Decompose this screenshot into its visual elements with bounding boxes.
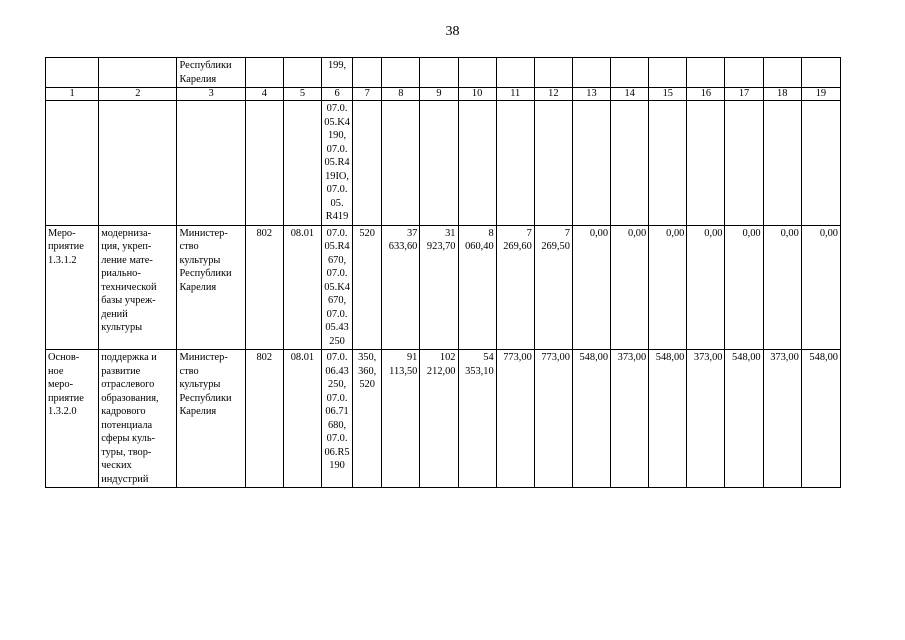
- cell-c4: [245, 58, 283, 88]
- cell-c7: [353, 58, 382, 88]
- column-number: 19: [801, 88, 840, 101]
- cell-c18: [763, 101, 801, 226]
- cell-c7: 350, 360, 520: [353, 350, 382, 488]
- column-number: 6: [322, 88, 353, 101]
- cell-c14: 373,00: [611, 350, 649, 488]
- column-number: 11: [496, 88, 534, 101]
- cell-c17: 0,00: [725, 225, 763, 350]
- cell-c1: Основ- ное меро- приятие 1.3.2.0: [46, 350, 99, 488]
- cell-c17: [725, 101, 763, 226]
- cell-c7: [353, 101, 382, 226]
- cell-c5: 08.01: [283, 350, 321, 488]
- column-number: 13: [572, 88, 610, 101]
- cell-c4: [245, 101, 283, 226]
- column-number: 7: [353, 88, 382, 101]
- cell-c15: 0,00: [649, 225, 687, 350]
- cell-c3: Республики Карелия: [177, 58, 245, 88]
- cell-c15: [649, 58, 687, 88]
- cell-c9: 102 212,00: [420, 350, 458, 488]
- cell-c4: 802: [245, 225, 283, 350]
- cell-c8: [382, 101, 420, 226]
- cell-c10: [458, 101, 496, 226]
- cell-c19: [801, 58, 840, 88]
- column-number: 3: [177, 88, 245, 101]
- cell-c15: [649, 101, 687, 226]
- column-number: 14: [611, 88, 649, 101]
- cell-c6: 07.0. 05.R4 670, 07.0. 05.K4 670, 07.0. 05.43 250: [322, 225, 353, 350]
- cell-c3: [177, 101, 245, 226]
- cell-c16: [687, 101, 725, 226]
- column-number-row: [46, 88, 841, 101]
- cell-c14: 0,00: [611, 225, 649, 350]
- cell-c13: [572, 101, 610, 226]
- column-number: 2: [99, 88, 177, 101]
- cell-c11: [496, 101, 534, 226]
- cell-c18: 0,00: [763, 225, 801, 350]
- cell-c5: 08.01: [283, 225, 321, 350]
- cell-c1: [46, 58, 99, 88]
- cell-c13: [572, 58, 610, 88]
- cell-c2: [99, 58, 177, 88]
- cell-c7: 520: [353, 225, 382, 350]
- cell-c15: 548,00: [649, 350, 687, 488]
- cell-c19: [801, 101, 840, 226]
- cell-c16: 373,00: [687, 350, 725, 488]
- cell-c6: 07.0. 06.43 250, 07.0. 06.71 680, 07.0. 06.R5 190: [322, 350, 353, 488]
- cell-c3: Министер- ство культуры Республики Карелия: [177, 350, 245, 488]
- table-row: [46, 350, 841, 488]
- cell-c6: 199,: [322, 58, 353, 88]
- column-number: 5: [283, 88, 321, 101]
- column-number: 4: [245, 88, 283, 101]
- cell-c11: [496, 58, 534, 88]
- column-number: 17: [725, 88, 763, 101]
- cell-c17: [725, 58, 763, 88]
- cell-c6: 07.0. 05.K4 190, 07.0. 05.R4 19IO, 07.0. 05. R419: [322, 101, 353, 226]
- cell-c2: [99, 101, 177, 226]
- cell-c2: модерниза- ция, укреп- ление мате- риально- технической базы учреж- дений культуры: [99, 225, 177, 350]
- cell-c8: 91 113,50: [382, 350, 420, 488]
- cell-c8: 37 633,60: [382, 225, 420, 350]
- cell-c1: [46, 101, 99, 226]
- cell-c9: [420, 101, 458, 226]
- cell-c8: [382, 58, 420, 88]
- column-number: 16: [687, 88, 725, 101]
- column-number: 12: [534, 88, 572, 101]
- cell-c18: [763, 58, 801, 88]
- cell-c9: 31 923,70: [420, 225, 458, 350]
- table-row: [46, 225, 841, 350]
- column-number: 1: [46, 88, 99, 101]
- cell-c16: [687, 58, 725, 88]
- page-number: 38: [445, 24, 460, 39]
- column-number: 18: [763, 88, 801, 101]
- cell-c12: 773,00: [534, 350, 572, 488]
- table-row-carryover: [46, 58, 841, 88]
- cell-c10: 8 060,40: [458, 225, 496, 350]
- cell-c18: 373,00: [763, 350, 801, 488]
- cell-c10: [458, 58, 496, 88]
- cell-c12: [534, 58, 572, 88]
- cell-c4: 802: [245, 350, 283, 488]
- table-row-continuation: [46, 101, 841, 226]
- column-number: 15: [649, 88, 687, 101]
- cell-c11: 7 269,60: [496, 225, 534, 350]
- cell-c9: [420, 58, 458, 88]
- cell-c1: Меро- приятие 1.3.1.2: [46, 225, 99, 350]
- cell-c14: [611, 58, 649, 88]
- cell-c2: поддержка и развитие отраслевого образования, кадрового потенциала сферы куль- туры, твор- ческих индустрий: [99, 350, 177, 488]
- cell-c5: [283, 58, 321, 88]
- cell-c13: 548,00: [572, 350, 610, 488]
- column-number: 9: [420, 88, 458, 101]
- cell-c12: 7 269,50: [534, 225, 572, 350]
- cell-c19: 548,00: [801, 350, 840, 488]
- cell-c10: 54 353,10: [458, 350, 496, 488]
- cell-c13: 0,00: [572, 225, 610, 350]
- column-number: 10: [458, 88, 496, 101]
- cell-c5: [283, 101, 321, 226]
- cell-c14: [611, 101, 649, 226]
- cell-c12: [534, 101, 572, 226]
- column-number: 8: [382, 88, 420, 101]
- budget-table: [45, 57, 841, 488]
- cell-c3: Министер- ство культуры Республики Карелия: [177, 225, 245, 350]
- cell-c17: 548,00: [725, 350, 763, 488]
- cell-c11: 773,00: [496, 350, 534, 488]
- cell-c16: 0,00: [687, 225, 725, 350]
- cell-c19: 0,00: [801, 225, 840, 350]
